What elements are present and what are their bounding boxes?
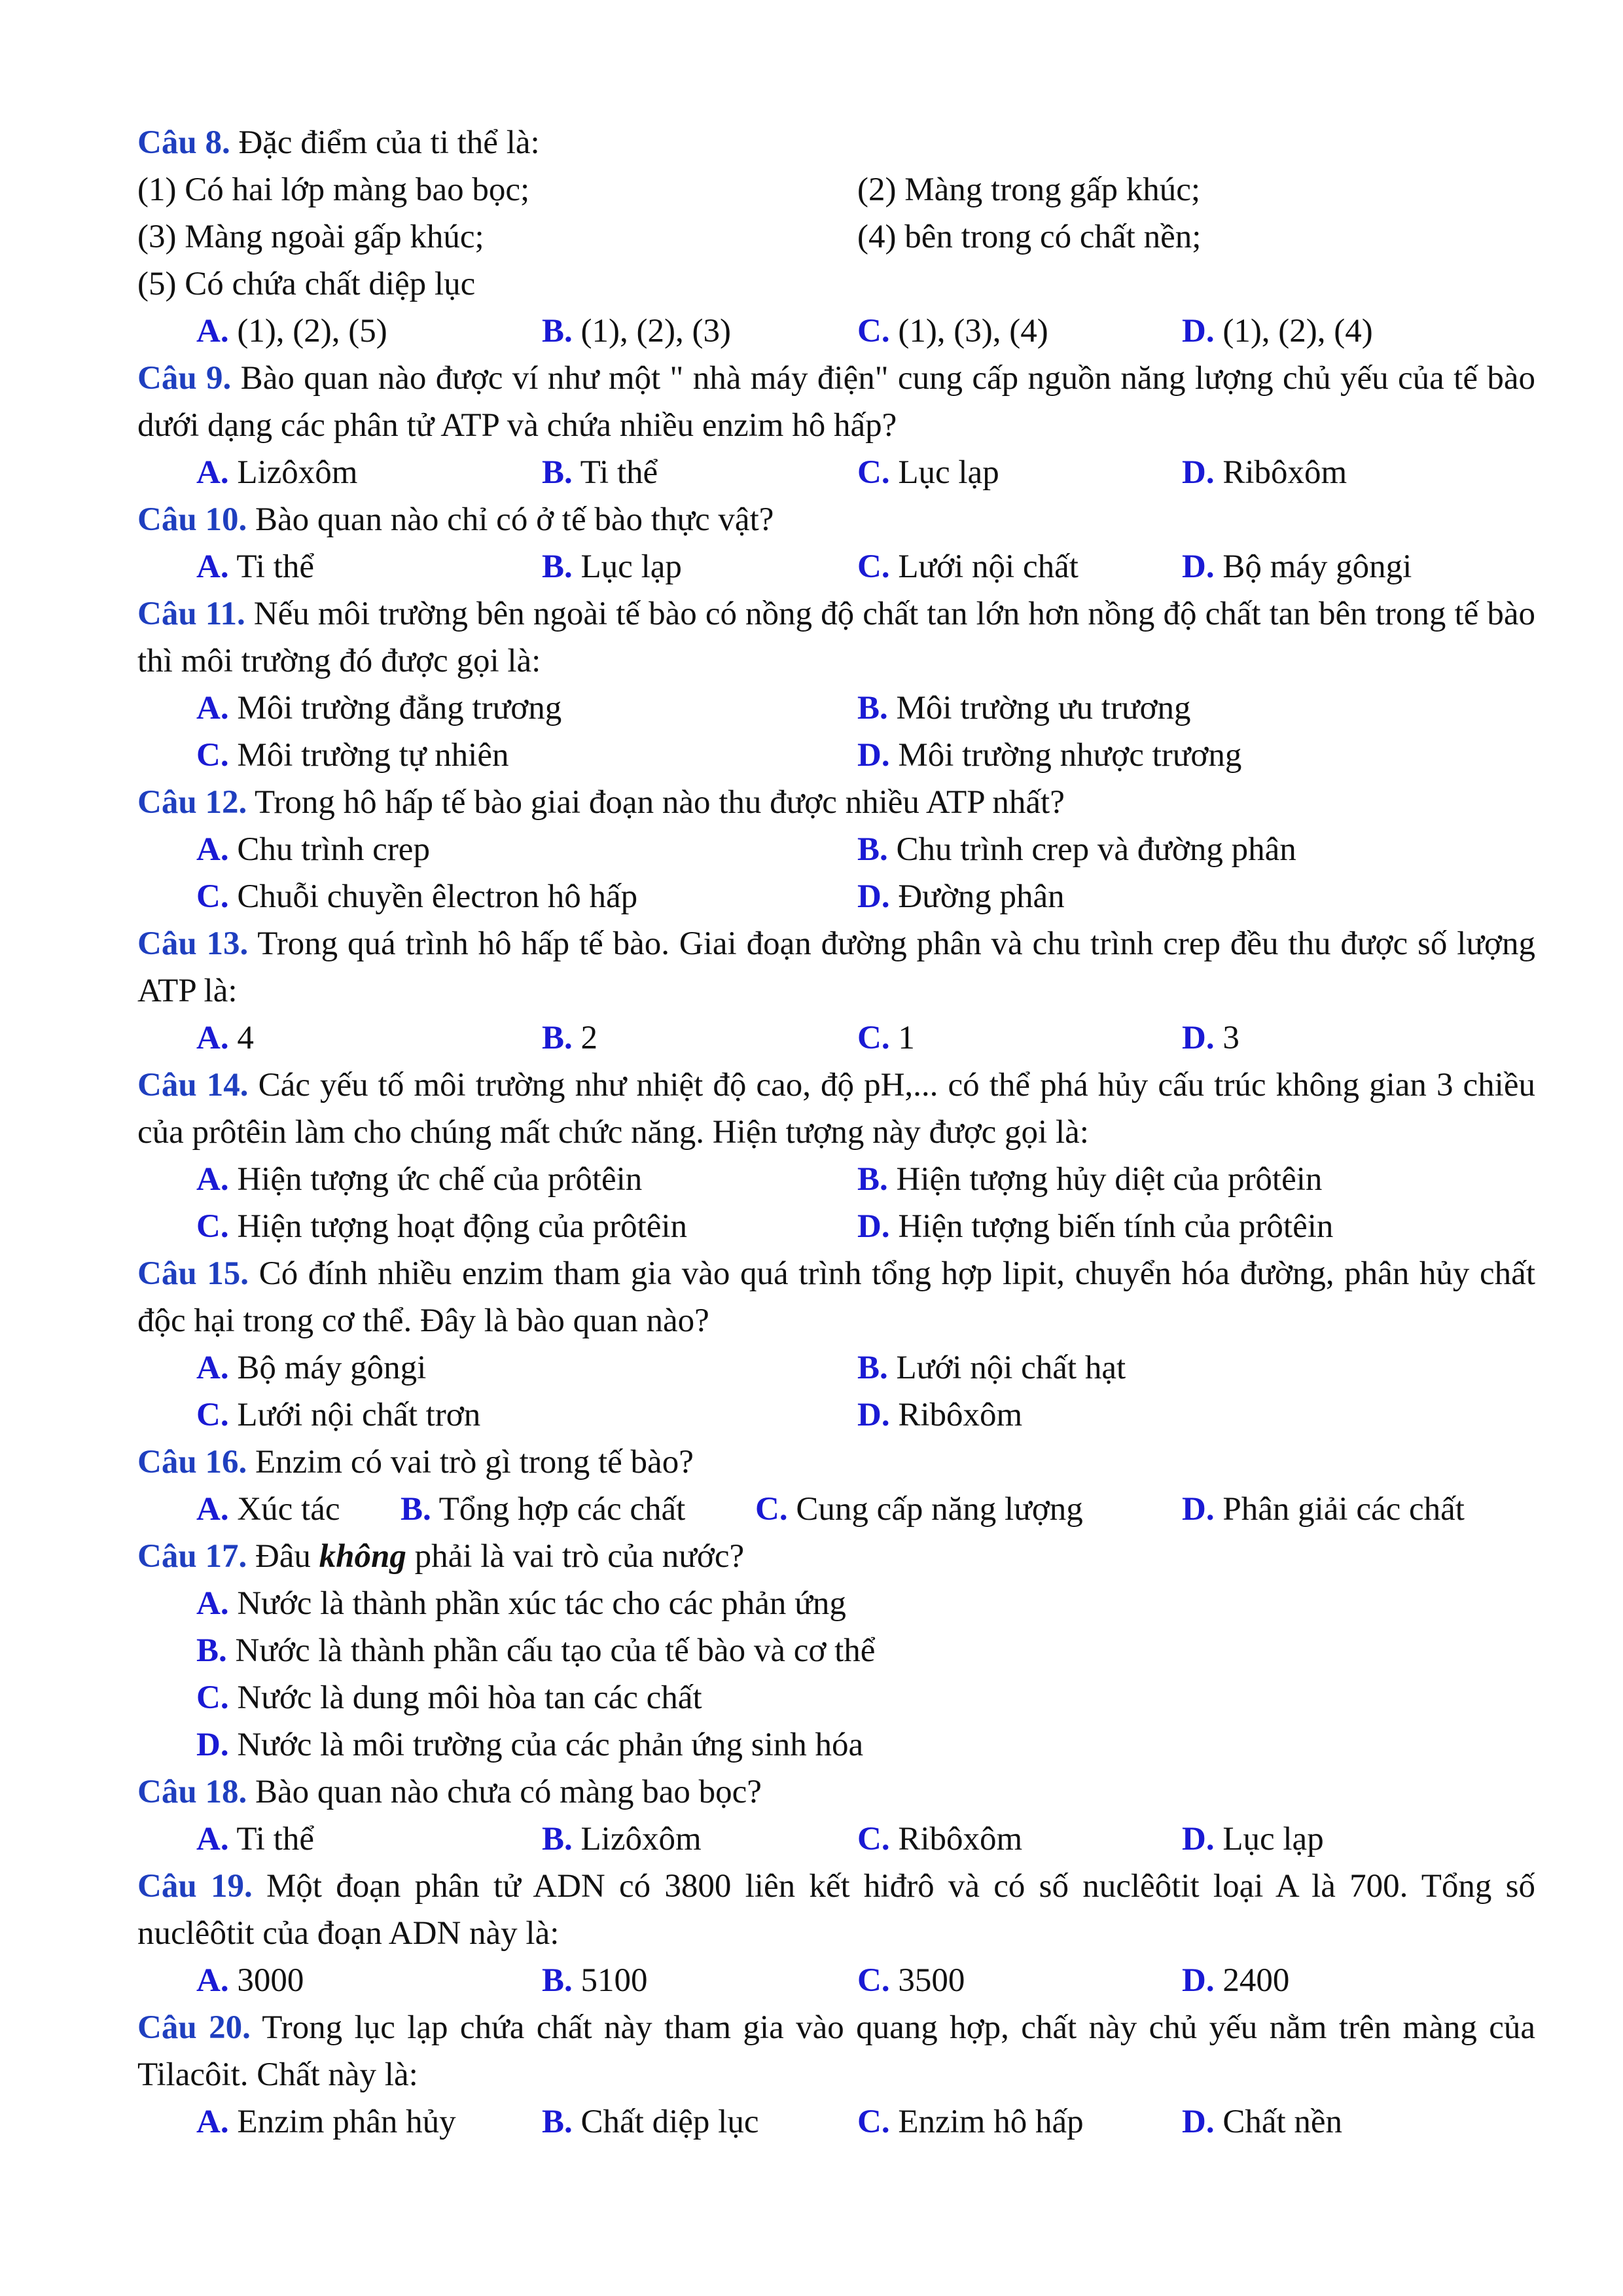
option-b: B. Tổng hợp các chất [401,1491,686,1528]
option-a: A. 4 [196,1020,254,1056]
option-c: C. Môi trường tự nhiên [196,737,509,774]
option-d: D. Ribôxôm [857,1397,1023,1433]
option-a: A. Môi trường đẳng trương [196,690,562,726]
question-text: Bào quan nào chỉ có ở tế bào thực vật? [247,501,774,538]
option-b: B. Lưới nội chất hạt [857,1350,1126,1386]
option-a: A. Chu trình crep [196,831,430,868]
statement-4: (4) bên trong có chất nền; [857,219,1202,255]
question-9 [137,355,1535,449]
question-text: Nếu môi trường bên ngoài tế bào có nồng độ chất tan lớn hơn nồng độ chất tan bên trong tế bào thì môi trường đó được gọi là: [137,596,1535,679]
option-c: C. Enzim hô hấp [857,2104,1084,2140]
option-c: C. Hiện tượng hoạt động của prôtêin [196,1208,688,1245]
option-c: C. (1), (3), (4) [857,313,1048,350]
question-20 [137,2004,1535,2098]
statement-3: (3) Màng ngoài gấp khúc; [137,219,484,255]
option-a: A. Bộ máy gôngi [196,1350,427,1386]
option-d: D. 2400 [1182,1962,1290,1999]
option-d: D. (1), (2), (4) [1182,313,1373,350]
question-13 [137,920,1535,1014]
option-b: B. 5100 [542,1962,648,1999]
negation-keyword: không [319,1538,406,1575]
option-d: D. Phân giải các chất [1182,1491,1465,1528]
option-d: D. Hiện tượng biến tính của prôtêin [857,1208,1334,1245]
question-text: Một đoạn phân tử ADN có 3800 liên kết hiđrô và có số nuclêôtit loại A là 700. Tổng số nuclêôtit của đoạn ADN này là: [137,1868,1535,1952]
option-a: A. (1), (2), (5) [196,313,387,350]
option-d: D. 3 [1182,1020,1240,1056]
question-label: Câu 14. [137,1067,249,1103]
option-c: C. Lưới nội chất trơn [196,1397,481,1433]
option-a: A. 3000 [196,1962,304,1999]
question-label: Câu 9. [137,360,232,397]
question-16 [137,1439,1535,1486]
option-a: A. Ti thể [196,1821,315,1857]
statement-5: (5) Có chứa chất diệp lục [137,266,476,302]
question-text: Trong quá trình hô hấp tế bào. Giai đoạn đường phân và chu trình crep đều thu được số lượng ATP là: [137,925,1535,1009]
question-label: Câu 11. [137,596,245,632]
option-b: B. Hiện tượng hủy diệt của prôtêin [857,1161,1323,1198]
option-d: D. Ribôxôm [1182,454,1347,491]
option-c: C. Ribôxôm [857,1821,1023,1857]
question-text: Bào quan nào được ví như một " nhà máy điện" cung cấp nguồn năng lượng chủ yếu của tế bào dưới dạng các phân tử ATP và chứa nhiều enzim hô hấp? [137,360,1535,444]
question-label: Câu 15. [137,1255,249,1292]
option-d: D. Đường phân [857,878,1065,915]
question-11 [137,590,1535,685]
option-c: C. Lục lạp [857,454,999,491]
option-b: B. Chu trình crep và đường phân [857,831,1296,868]
question-text: Bào quan nào chưa có màng bao bọc? [247,1774,762,1810]
question-text: Trong lục lạp chứa chất này tham gia vào quang hợp, chất này chủ yếu nằm trên màng của Tilacôit. Chất này là: [137,2009,1535,2093]
question-label: Câu 16. [137,1444,247,1480]
question-label: Câu 12. [137,784,247,821]
question-text: Enzim có vai trò gì trong tế bào? [247,1444,694,1480]
option-d: D. Chất nền [1182,2104,1343,2140]
option-b: B. Môi trường ưu trương [857,690,1191,726]
statement-2: (2) Màng trong gấp khúc; [857,171,1201,208]
option-d: D. Môi trường nhược trương [857,737,1242,774]
option-c: C. Cung cấp năng lượng [755,1491,1083,1528]
option-d: D. Nước là môi trường của các phản ứng sinh hóa [196,1727,864,1763]
question-text: Đặc điểm của ti thể là: [230,124,540,161]
question-label: Câu 8. [137,124,230,161]
option-b: B. Nước là thành phần cấu tạo của tế bào và cơ thể [196,1632,876,1669]
question-18 [137,1768,1535,1816]
question-label: Câu 18. [137,1774,247,1810]
option-a: A. Ti thể [196,548,315,585]
option-b: B. Ti thể [542,454,658,491]
question-19 [137,1863,1535,1957]
option-c: C. Nước là dung môi hòa tan các chất [196,1679,702,1716]
option-a: A. Enzim phân hủy [196,2104,456,2140]
option-a: A. Xúc tác [196,1491,340,1528]
question-text: Có đính nhiều enzim tham gia vào quá trình tổng hợp lipit, chuyển hóa đường, phân hủy chất độc hại trong cơ thể. Đây là bào quan nào? [137,1255,1535,1339]
option-d: D. Lục lạp [1182,1821,1324,1857]
option-b: B. Lục lạp [542,548,682,585]
question-text: Các yếu tố môi trường như nhiệt độ cao, độ pH,... có thể phá hủy cấu trúc không gian 3 chiều của prôtêin làm cho chúng mất chức năng. Hiện tượng này được gọi là: [137,1067,1535,1151]
question-label: Câu 20. [137,2009,251,2046]
question-17: Câu 17. Đâu không phải là vai trò của nước? [137,1538,745,1575]
option-a: A. Lizôxôm [196,454,358,491]
option-c: C. Chuỗi chuyền êlectron hô hấp [196,878,638,915]
statement-1: (1) Có hai lớp màng bao bọc; [137,171,530,208]
question-14 [137,1062,1535,1156]
question-label: Câu 19. [137,1868,253,1905]
option-b: B. (1), (2), (3) [542,313,731,350]
option-c: C. Lưới nội chất [857,548,1079,585]
question-8 [137,119,1535,166]
option-b: B. 2 [542,1020,598,1056]
option-d: D. Bộ máy gôngi [1182,548,1412,585]
question-15 [137,1250,1535,1344]
question-text: Trong hô hấp tế bào giai đoạn nào thu được nhiều ATP nhất? [247,784,1065,821]
question-12 [137,779,1535,826]
question-label: Câu 10. [137,501,247,538]
question-label: Câu 13. [137,925,249,962]
option-a: A. Hiện tượng ức chế của prôtêin [196,1161,643,1198]
option-b: B. Chất diệp lục [542,2104,759,2140]
option-c: C. 3500 [857,1962,965,1999]
question-label: Câu 17. [137,1538,247,1575]
option-a: A. Nước là thành phần xúc tác cho các phản ứng [196,1585,846,1622]
question-10 [137,496,1535,543]
option-c: C. 1 [857,1020,915,1056]
option-b: B. Lizôxôm [542,1821,702,1857]
